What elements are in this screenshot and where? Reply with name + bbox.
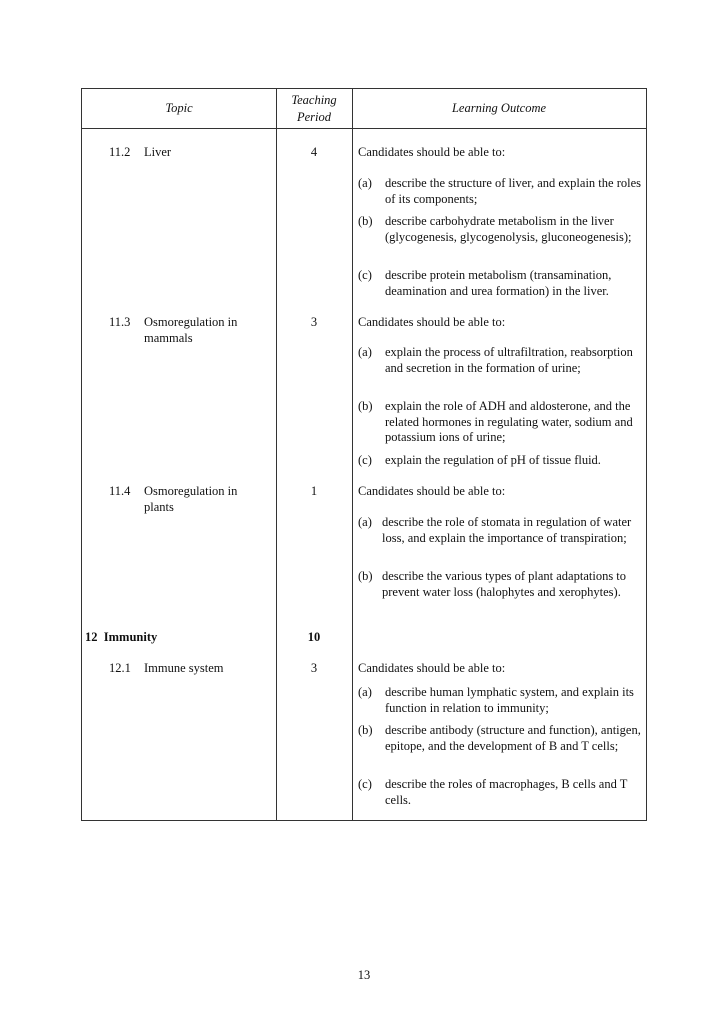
header-learning-outcome: Learning Outcome — [451, 101, 547, 115]
item-text: describe human lymphatic system, and explain its function in relation to immunity; — [385, 685, 634, 715]
syllabus-table — [81, 88, 647, 821]
item-text: describe protein metabolism (transamination, deamination and urea formation) in the liver. — [385, 268, 612, 298]
item-text: explain the role of ADH and aldosterone, and the related hormones in regulating water, sodium and potassium ions of urine; — [385, 399, 633, 444]
section-number: 12 — [85, 630, 98, 644]
header-topic: Topic — [165, 101, 193, 115]
column-divider-topic — [276, 89, 277, 820]
outcome-intro: Candidates should be able to: — [358, 145, 506, 159]
item-label: (b) — [358, 399, 373, 413]
teaching-period-value: 3 — [310, 661, 318, 675]
item-label: (b) — [358, 214, 373, 228]
item-text: explain the regulation of pH of tissue fluid. — [385, 453, 601, 467]
section-12 — [85, 630, 157, 646]
teaching-period-value: 3 — [310, 315, 318, 329]
item-label: (a) — [358, 515, 372, 529]
topic-number: 11.3 — [109, 315, 131, 329]
topic-title: Osmoregulation in plants — [144, 484, 238, 514]
section-title: Immunity — [103, 630, 158, 644]
column-divider-period — [352, 89, 353, 820]
topic-title: Osmoregulation in mammals — [144, 315, 238, 345]
teaching-period-value: 4 — [310, 145, 318, 159]
item-text: describe the structure of liver, and explain the roles of its components; — [385, 176, 641, 206]
item-text: describe carbohydrate metabolism in the liver (glycogenesis, glycogenolysis, gluconeogenesis); — [385, 214, 632, 244]
topic-number: 11.4 — [109, 484, 131, 498]
item-label: (c) — [358, 453, 372, 467]
item-label: (b) — [358, 723, 373, 737]
item-label: (c) — [358, 777, 372, 791]
item-text: explain the process of ultrafiltration, reabsorption and secretion in the formation of urine; — [385, 345, 633, 375]
item-label: (a) — [358, 685, 372, 699]
item-label: (a) — [358, 345, 372, 359]
header-teaching: Teaching — [291, 93, 337, 107]
outcome-intro: Candidates should be able to: — [358, 315, 506, 329]
header-teaching-period — [276, 92, 352, 126]
header-period: Period — [296, 110, 332, 124]
topic-title: Immune system — [144, 661, 224, 675]
item-text: describe antibody (structure and function), antigen, epitope, and the development of B and T cells; — [385, 723, 641, 753]
outcome-intro: Candidates should be able to: — [358, 661, 506, 675]
topic-number: 12.1 — [109, 661, 131, 675]
outcome-intro: Candidates should be able to: — [358, 484, 506, 498]
item-text: describe the role of stomata in regulation of water loss, and explain the importance of transpiration; — [382, 515, 632, 545]
page-number: 13 — [357, 968, 371, 982]
section-period-value: 10 — [307, 630, 321, 644]
item-label: (c) — [358, 268, 372, 282]
teaching-period-value: 1 — [310, 484, 318, 498]
item-label: (b) — [358, 569, 373, 583]
header-divider — [82, 128, 646, 129]
topic-title: Liver — [144, 145, 172, 159]
topic-number: 11.2 — [109, 145, 131, 159]
item-text: describe the various types of plant adaptations to prevent water loss (halophytes and xerophytes). — [382, 569, 627, 599]
item-label: (a) — [358, 176, 372, 190]
item-text: describe the roles of macrophages, B cells and T cells. — [385, 777, 628, 807]
